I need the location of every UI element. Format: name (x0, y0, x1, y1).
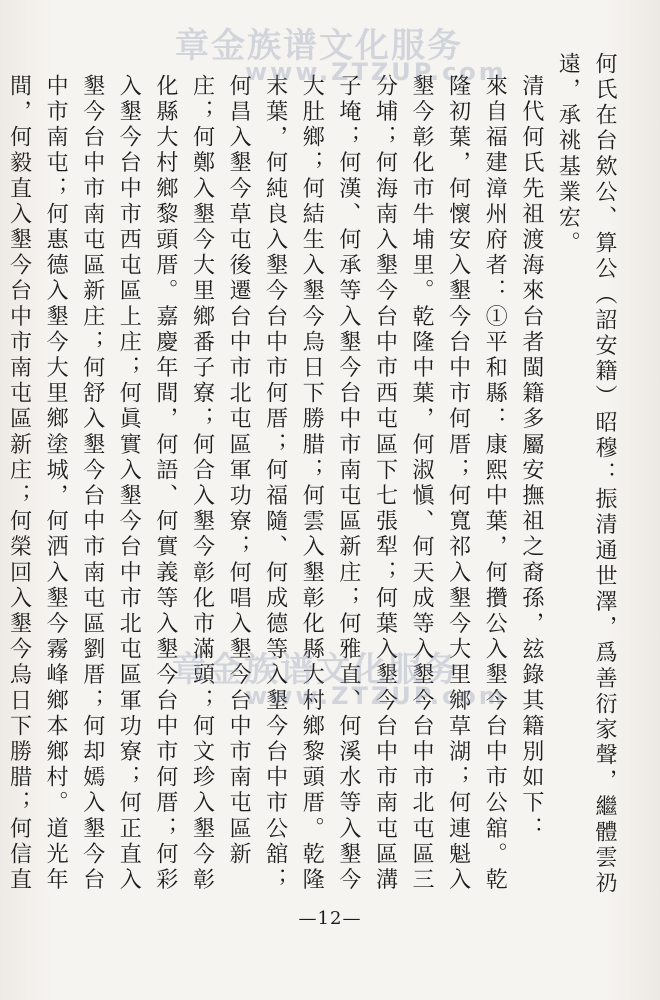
paragraph-intro: 清代何氏先祖渡海來台者閩籍多屬安撫祖之裔孫，玆錄其籍別如下： (518, 74, 544, 842)
paragraph-zhaomu: 何氏在台欸公、算公（詔安籍）昭穆：振清通世澤，爲善衍家聲，繼體雲礽遠，承祧基業宏。 (555, 52, 617, 897)
page-number: —12— (298, 908, 362, 929)
vertical-text-body (6, 52, 622, 902)
watermark-text: 章金族谱文化服务 (172, 650, 460, 690)
watermark-url: www.ZTZUP.com (245, 58, 507, 86)
watermark-url: www.ZTZUP.com (245, 682, 507, 710)
paragraph-zhangzhou: 來自福建漳州府者：①平和縣：康熙中葉，何攢公入墾今台中市公舘。乾隆初葉，何懷安入墾今台中市何厝；何寬祁入墾今大里鄉草湖；何連魁入墾今彰化市牛埔里。乾隆中葉，何淑愼、何天成等入墾今台中市北屯區三分埔；何海南入墾今台中市西屯區下七張犁；何葉入墾今台中市南屯區溝子埯；何漢、何承等入墾今台中市南屯區新庄；何雅直、何溪水等入墾今大肚鄉；何結生入墾今烏日下勝腊；何雲入墾彰化縣大村鄉黎頭厝。乾隆末葉，何純良入墾今台中市何厝；何福隨、何成德等入墾今台中市公舘；何昌入墾今草屯後遷台中市北屯區軍功寮；何唱入墾今台中市南屯區新庄；何鄭入墾今大里鄉番子寮；何合入墾今彰化市滿頭；何文珍入墾今彰化縣大村鄉黎頭厝。嘉慶年間，何語、何實義等入墾今台中市何厝；何彩入墾今台中市西屯區上庄；何眞實入墾今台中市北屯區軍功寮；何正直入墾今台中市南屯區新庄；何舒入墾今台中市南屯區劉厝；何却嫣入墾今台中市南屯；何惠德入墾今大里鄉塗城，何洒入墾今霧峰鄉本鄉村。道光年間，何毅直入墾今台中市南屯區新庄；何榮回入墾今烏日下勝腊；何信直 (6, 74, 508, 894)
watermark-text: 章金族谱文化服务 (175, 26, 463, 66)
